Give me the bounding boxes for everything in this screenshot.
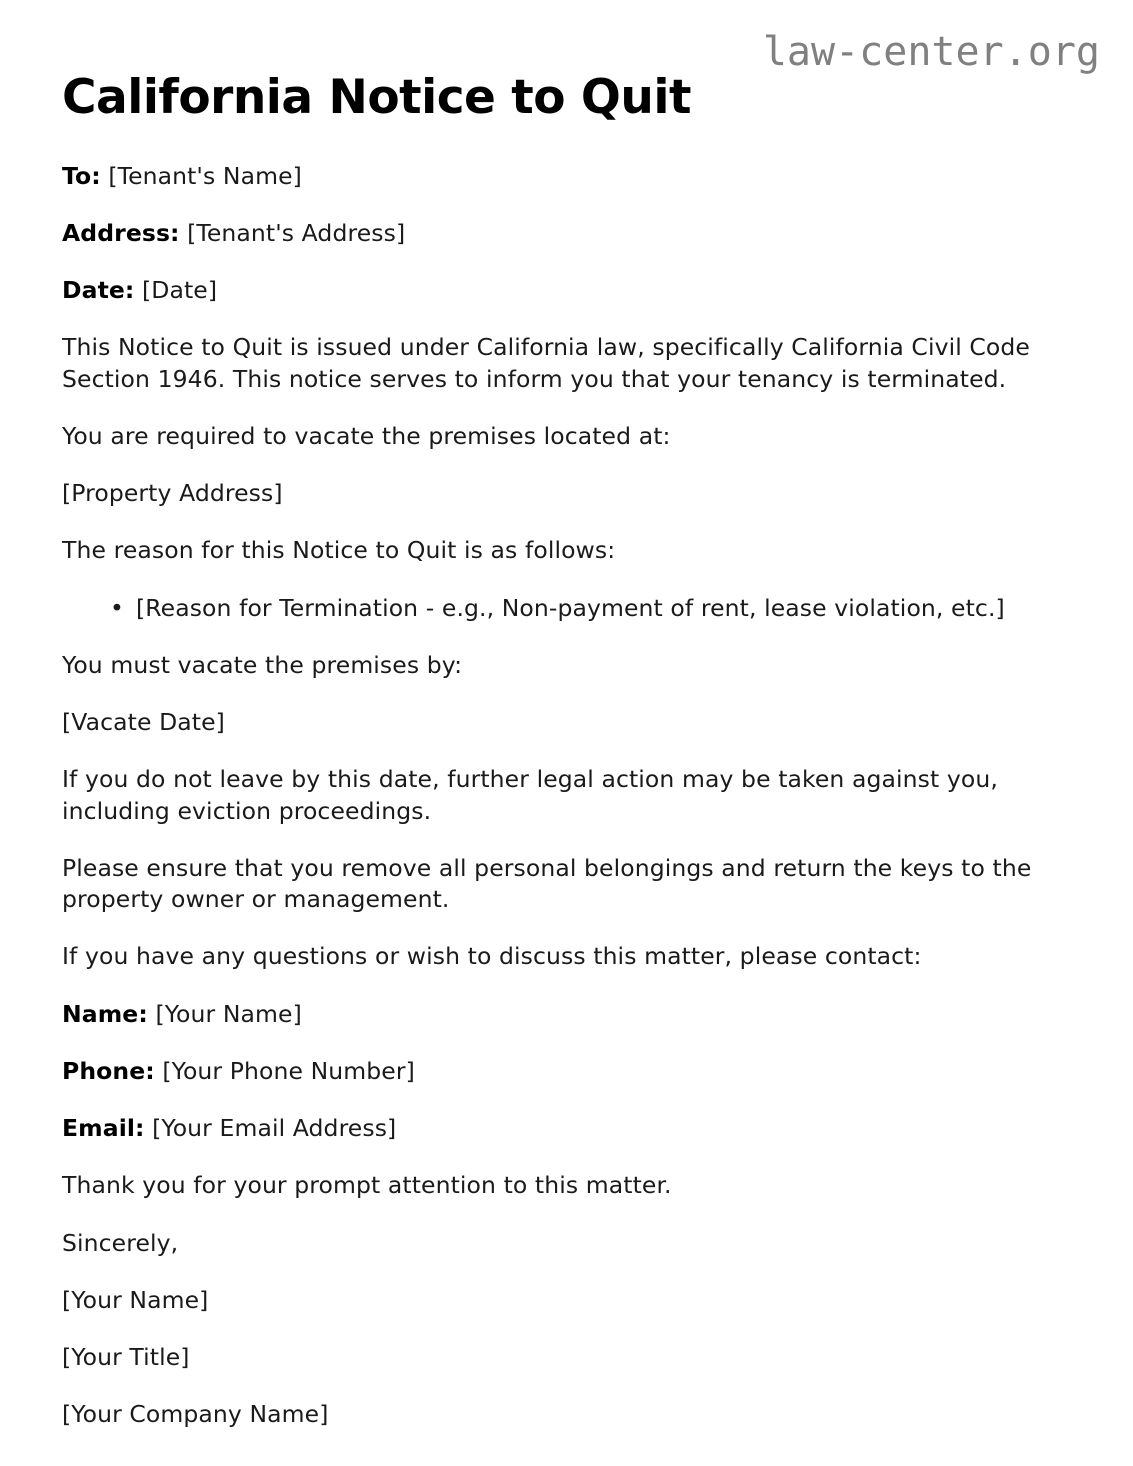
recipient-name-line [62, 161, 1072, 192]
contact-email-line [62, 1113, 1072, 1144]
salutation: Sincerely, [62, 1228, 179, 1257]
belongings-notice-paragraph: Please ensure that you remove all personal belongings and return the keys to the property owner or management. [62, 853, 1032, 914]
contact-email-value: [Your Email Address] [152, 1114, 397, 1143]
contact-name-value: [Your Name] [155, 999, 302, 1028]
recipient-name-label: To: [62, 161, 101, 190]
page-title: California Notice to Quit [62, 70, 691, 125]
signer-company: [Your Company Name] [62, 1400, 329, 1429]
notice-date-value: [Date] [142, 276, 218, 305]
contact-phone-value: [Your Phone Number] [162, 1056, 415, 1085]
deadline-intro-paragraph: You must vacate the premises by: [62, 650, 463, 679]
contact-name-label: Name: [62, 999, 148, 1028]
reason-list [62, 593, 1072, 624]
recipient-address-value: [Tenant's Address] [187, 218, 406, 247]
list-item: • [Reason for Termination - e.g., Non-payment of rent, lease violation, etc.] [136, 593, 1072, 624]
contact-email-label: Email: [62, 1114, 145, 1143]
recipient-name-value: [Tenant's Name] [108, 161, 302, 190]
vacate-date-value: [Vacate Date] [62, 708, 225, 737]
contact-phone-line [62, 1056, 1072, 1087]
signer-title: [Your Title] [62, 1343, 190, 1372]
site-watermark: law-center.org [762, 29, 1100, 75]
intro-paragraph: This Notice to Quit is issued under California law, specifically California Civil Code Section 1946. This notice serves to inform you that your tenancy is terminated. [62, 333, 1030, 393]
reason-intro-paragraph: The reason for this Notice to Quit is as follows: [62, 536, 616, 565]
notice-date-label: Date: [62, 276, 135, 305]
notice-date-line [62, 275, 1072, 306]
legal-warning-paragraph: If you do not leave by this date, further legal action may be taken against you, including eviction proceedings. [62, 765, 998, 825]
thanks-paragraph: Thank you for your prompt attention to this matter. [62, 1171, 672, 1200]
signer-name: [Your Name] [62, 1285, 209, 1314]
contact-phone-label: Phone: [62, 1056, 155, 1085]
recipient-address-label: Address: [62, 218, 180, 247]
vacate-intro-paragraph: You are required to vacate the premises located at: [62, 421, 671, 450]
document-content [62, 72, 1072, 1457]
property-address-value: [Property Address] [62, 479, 283, 508]
contact-name-line [62, 999, 1072, 1030]
contact-intro-paragraph: If you have any questions or wish to discuss this matter, please contact: [62, 942, 922, 971]
recipient-address-line [62, 218, 1072, 249]
